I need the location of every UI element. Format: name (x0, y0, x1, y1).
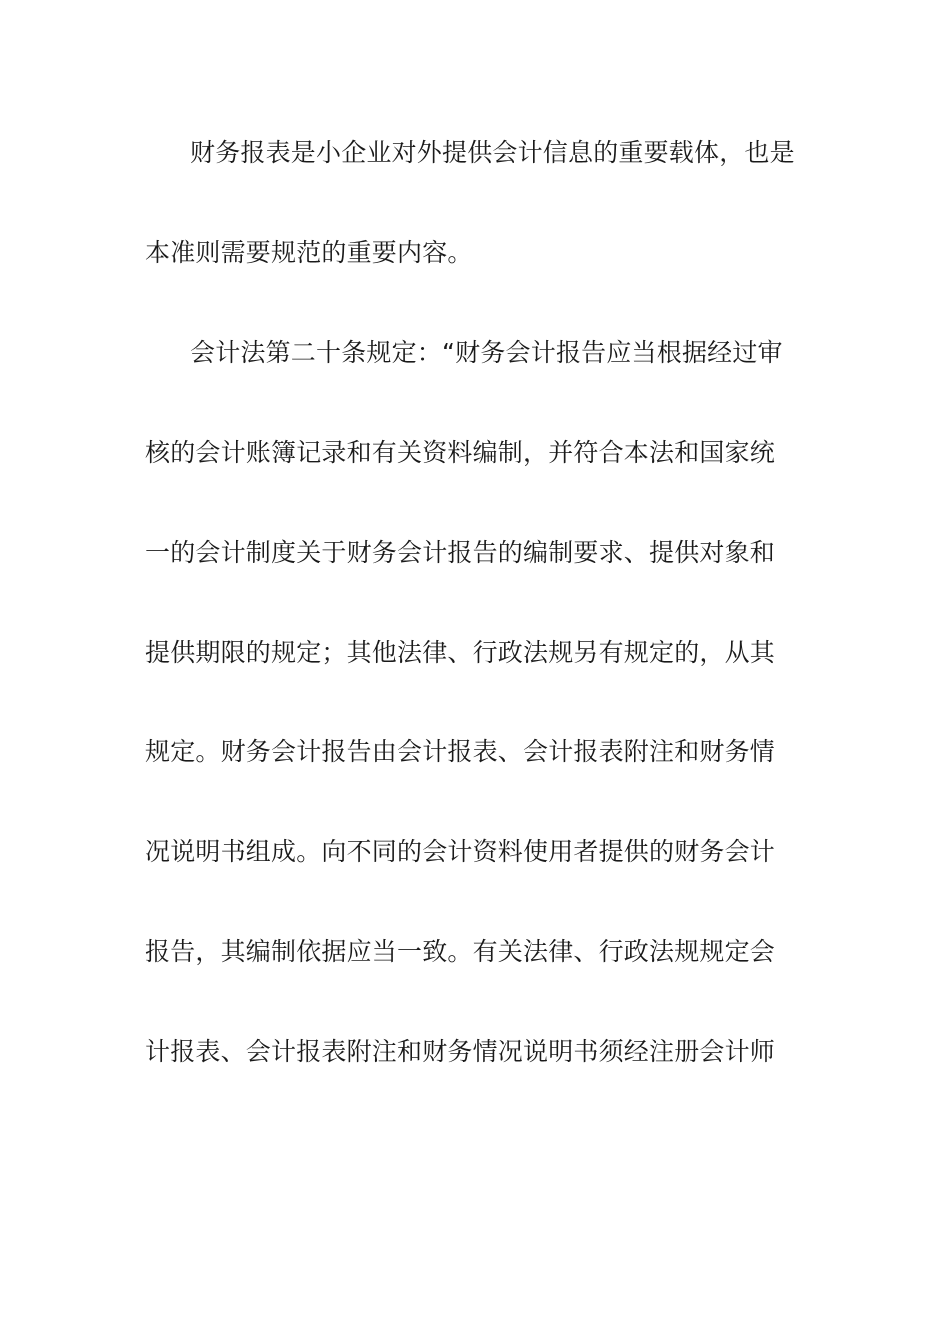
paragraph-2-line-2: 核的会计账簿记录和有关资料编制，并符合本法和国家统 (145, 438, 776, 467)
paragraph-2-line-3: 一的会计制度关于财务会计报告的编制要求、提供对象和 (145, 538, 776, 567)
paragraph-2-line-8: 计报表、会计报表附注和财务情况说明书须经注册会计师 (145, 1037, 776, 1066)
paragraph-2-line-7: 报告，其编制依据应当一致。有关法律、行政法规规定会 (145, 937, 776, 966)
paragraph-1-line-2: 本准则需要规范的重要内容。 (145, 238, 473, 267)
paragraph-1-line-1: 财务报表是小企业对外提供会计信息的重要载体，也是 (190, 138, 795, 167)
paragraph-2-line-1: 会计法第二十条规定：“财务会计报告应当根据经过审 (190, 338, 783, 367)
paragraph-2-line-6: 况说明书组成。向不同的会计资料使用者提供的财务会计 (145, 837, 776, 866)
paragraph-2-line-4: 提供期限的规定；其他法律、行政法规另有规定的，从其 (145, 638, 776, 667)
paragraph-2-line-5: 规定。财务会计报告由会计报表、会计报表附注和财务情 (145, 737, 776, 766)
